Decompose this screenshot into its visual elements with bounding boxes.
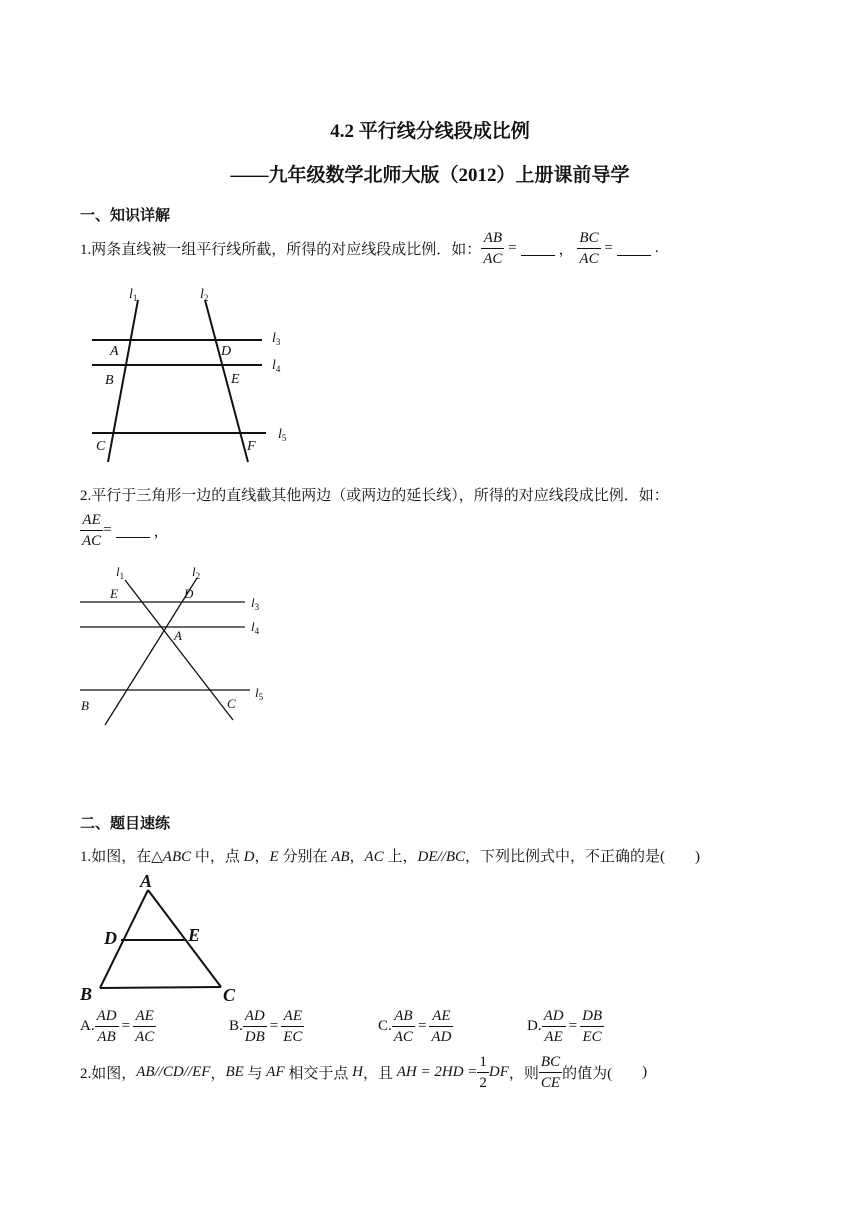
fig1-point-f: F: [247, 439, 256, 454]
q1-segment-ab: AB: [331, 849, 350, 865]
fig1-point-c: C: [96, 439, 106, 454]
question-2-stem: [80, 1052, 647, 1093]
frac-num: AE: [135, 1008, 154, 1024]
frac-num: AB: [483, 230, 503, 246]
equals-sign: =: [568, 1018, 578, 1034]
triangle-figure: [78, 868, 248, 1008]
q2-text: 与: [243, 1066, 267, 1082]
option-frac-right: [429, 1006, 453, 1047]
frac-num: AE: [432, 1008, 451, 1024]
option-frac-left: [95, 1006, 119, 1047]
item1-text: 1.两条直线被一组平行线所截，所得的对应线段成比例．如：: [80, 242, 482, 258]
frac-den: CE: [539, 1072, 562, 1093]
comma: ，: [153, 524, 169, 540]
option-label: D.: [527, 1018, 542, 1034]
tri-point-d: D: [104, 928, 117, 948]
q2-segment-df: DF: [488, 1064, 509, 1080]
q2-text: 相交于点: [284, 1066, 353, 1082]
frac-den: DB: [243, 1026, 267, 1047]
q2-parallel-condition: AB//CD//EF: [136, 1064, 211, 1080]
tri-point-e: E: [188, 925, 201, 945]
q1-text: 分别在: [278, 849, 332, 865]
parallel-lines-figure-2: [75, 560, 275, 730]
line-subscript: 1: [132, 293, 138, 303]
frac-num: AD: [96, 1008, 117, 1024]
q1-text: ，: [254, 849, 270, 865]
option-b[interactable]: [229, 1006, 304, 1047]
option-label: B.: [229, 1018, 243, 1034]
q1-text: ，下列比例式中，不正确的是(: [464, 849, 665, 865]
frac-den: AC: [80, 530, 103, 551]
q2-text: ，: [210, 1066, 226, 1082]
fig2-point-d: D: [184, 586, 194, 601]
frac-den: AC: [133, 1026, 156, 1047]
frac-den: AD: [429, 1026, 453, 1047]
option-d[interactable]: [527, 1006, 604, 1047]
frac-den: AB: [95, 1026, 119, 1047]
q1-triangle-name: ABC: [162, 849, 192, 865]
option-frac-left: [542, 1006, 566, 1047]
equals-sign: =: [417, 1018, 427, 1034]
q2-text: ，且: [362, 1066, 397, 1082]
fig2-point-b: B: [81, 698, 89, 713]
answer-blank[interactable]: [617, 241, 651, 256]
fig1-label-l2: $l_2$: [200, 287, 209, 303]
q1-segment-ac: AC: [364, 849, 384, 865]
fig2-point-a: A: [174, 628, 182, 643]
equals-sign: =: [508, 240, 517, 256]
equals-sign: =: [604, 240, 613, 256]
fig2-point-e: E: [110, 586, 118, 601]
answer-blank[interactable]: [521, 241, 555, 256]
fig2-label-l3: $l_3$: [251, 595, 260, 612]
fig1-label-l4: $l_4$: [272, 358, 281, 374]
fig1-point-b: B: [105, 373, 114, 388]
fig2-label-l2: $l_2$: [192, 564, 201, 581]
frac-num: AE: [82, 512, 101, 528]
q1-text: 中，点: [191, 849, 244, 865]
frac-num: AB: [394, 1008, 413, 1024]
fig2-point-c: C: [227, 696, 236, 711]
frac-den: EC: [580, 1026, 604, 1047]
frac-den: AC: [481, 248, 504, 269]
option-a[interactable]: [80, 1006, 156, 1047]
q2-equation: AH = 2HD =: [396, 1064, 478, 1080]
line-subscript: 4: [254, 626, 260, 636]
line-subscript: 2: [195, 571, 201, 581]
tri-point-c: C: [223, 985, 236, 1005]
q2-text: ，则: [508, 1066, 539, 1082]
frac-den: 2: [477, 1072, 489, 1093]
frac-den: EC: [281, 1026, 304, 1047]
frac-num: 1: [479, 1054, 487, 1070]
fig1-point-a: A: [110, 344, 119, 359]
q1-parallel-condition: DE//BC: [417, 849, 465, 865]
option-frac-left: [392, 1006, 415, 1047]
equals-sign: =: [121, 1018, 131, 1034]
page-subtitle: ——九年级数学北师大版（2012）上册课前导学: [230, 165, 630, 186]
line-subscript: 3: [254, 602, 260, 612]
item1-fraction-bc-ac: [577, 228, 600, 269]
fig2-label-l4: $l_4$: [251, 619, 260, 636]
fig1-label-l5: $l_5$: [278, 427, 287, 443]
line-subscript: 5: [258, 692, 264, 702]
knowledge-item-1: [80, 228, 659, 269]
frac-den: AC: [392, 1026, 415, 1047]
equals-sign: =: [103, 522, 112, 538]
option-label: A.: [80, 1018, 95, 1034]
option-label: C.: [378, 1018, 392, 1034]
tri-point-b: B: [80, 984, 93, 1004]
q1-text: 上，: [383, 849, 418, 865]
period: .: [654, 240, 659, 256]
q1-point-e: E: [269, 849, 279, 865]
equals-sign: =: [269, 1018, 279, 1034]
option-frac-right: [133, 1006, 156, 1047]
frac-num: BC: [579, 230, 599, 246]
option-frac-left: [243, 1006, 267, 1047]
frac-num: BC: [540, 1054, 561, 1070]
q2-text: 的值为(: [562, 1066, 613, 1082]
separator: ，: [558, 242, 574, 258]
answer-blank[interactable]: [116, 523, 150, 538]
q2-text: 2.如图，: [80, 1066, 137, 1082]
option-frac-right: [281, 1006, 304, 1047]
frac-den: AE: [542, 1026, 566, 1047]
fig2-label-l1: $l_1$: [116, 564, 125, 581]
q1-text: 1.如图，在△: [80, 849, 163, 865]
option-frac-right: [580, 1006, 604, 1047]
section2-heading: 二、题目速练: [80, 816, 171, 832]
q1-text: ，: [349, 849, 365, 865]
q2-fraction-half: [477, 1052, 489, 1093]
q1-close-paren: ): [694, 849, 700, 865]
q2-segment-be: BE: [225, 1064, 244, 1080]
fig1-point-d: D: [221, 344, 232, 359]
line-subscript: 2: [203, 293, 209, 303]
item2-fraction-ae-ac: [80, 510, 103, 551]
q2-fraction-bc-ce: [539, 1052, 562, 1093]
knowledge-item-2-formula: [80, 510, 169, 551]
frac-den: AC: [577, 248, 600, 269]
tri-point-a: A: [140, 871, 153, 891]
frac-num: DB: [582, 1008, 603, 1024]
frac-num: AD: [244, 1008, 265, 1024]
fig2-label-l5: $l_5$: [255, 685, 264, 702]
line-subscript: 5: [281, 433, 287, 443]
frac-num: AE: [283, 1008, 302, 1024]
section1-heading: 一、知识详解: [80, 208, 171, 224]
line-subscript: 3: [275, 337, 281, 347]
q2-segment-af: AF: [266, 1064, 285, 1080]
knowledge-item-2-text: 2.平行于三角形一边的直线截其他两边（或两边的延长线），所得的对应线段成比例．如：: [80, 488, 669, 504]
parallel-lines-figure-1: [80, 280, 310, 465]
fig1-label-l3: $l_3$: [272, 331, 281, 347]
q1-point-d: D: [243, 849, 255, 865]
line-subscript: 1: [119, 571, 125, 581]
page-title: 4.2 平行线分线段成比例: [330, 121, 530, 142]
frac-num: AD: [543, 1008, 564, 1024]
fig1-point-e: E: [231, 372, 240, 387]
question-1-stem: [80, 845, 700, 866]
option-c[interactable]: [378, 1006, 453, 1047]
q2-close-paren: ): [642, 1064, 648, 1080]
item1-fraction-ab-ac: [481, 228, 504, 269]
fig1-label-l1: $l_1$: [129, 287, 138, 303]
q2-point-h: H: [352, 1064, 363, 1080]
line-subscript: 4: [275, 364, 281, 374]
